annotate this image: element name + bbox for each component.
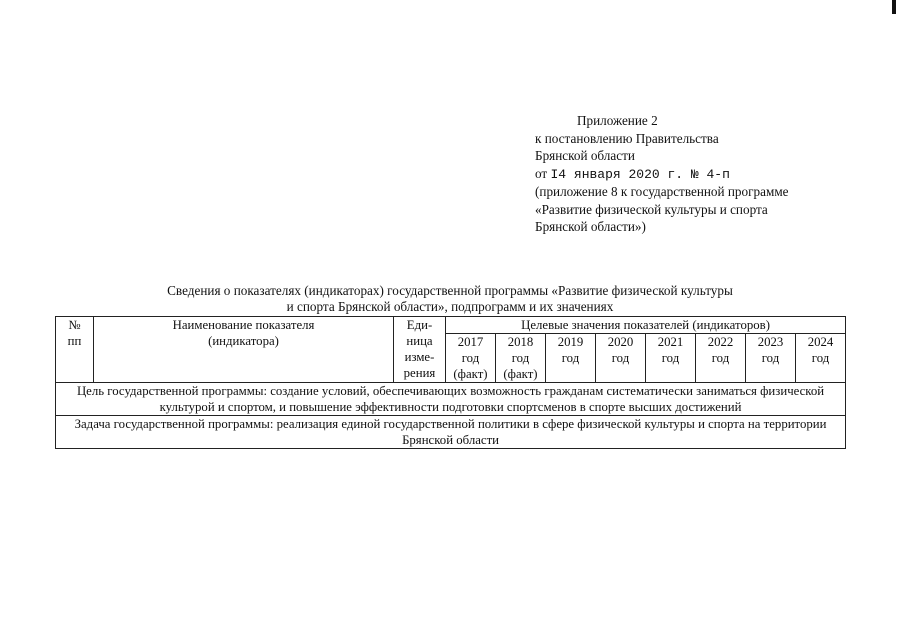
header-row — [56, 317, 846, 334]
appendix-block — [535, 112, 875, 236]
document-title-line: и спорта Брянской области», подпрограмм и их значениях — [286, 299, 614, 314]
date-prefix: от — [535, 165, 548, 181]
year-header: 2020 год — [596, 334, 646, 383]
year-header: 2023 год — [746, 334, 796, 383]
appendix-line: к постановлению Правительства — [535, 130, 719, 146]
year-header: 2018 год (факт) — [496, 334, 546, 383]
program-goal-row: Цель государственной программы: создание условий, обеспечивающих возможность гражданам систематически заниматься физической культурой и спортом, и повышение эффективности подготовки спортсменов в спорте высших достижений — [56, 383, 846, 416]
header-indicator-name: Наименование показателя (индикатора) — [94, 317, 394, 383]
table-row — [56, 383, 846, 416]
table-row — [56, 416, 846, 449]
year-header: 2024 год — [796, 334, 846, 383]
indicators-table — [55, 316, 846, 449]
header-target-values: Целевые значения показателей (индикаторов) — [446, 317, 846, 334]
document-title — [56, 283, 844, 315]
scan-mark — [892, 0, 896, 14]
header-number: № пп — [56, 317, 94, 383]
appendix-line: Брянской области — [535, 148, 635, 163]
header-unit: Еди- ница изме- рения — [394, 317, 446, 383]
year-header: 2022 год — [696, 334, 746, 383]
appendix-line: (приложение 8 к государственной программе — [535, 184, 789, 199]
appendix-date-line — [535, 165, 875, 184]
appendix-title: Приложение 2 — [577, 113, 658, 128]
year-header: 2019 год — [546, 334, 596, 383]
year-header: 2021 год — [646, 334, 696, 383]
program-task-row: Задача государственной программы: реализация единой государственной политики в сфере физической культуры и спорта на территории Брянской области — [56, 416, 846, 449]
year-header: 2017 год (факт) — [446, 334, 496, 383]
document-title-line: Сведения о показателях (индикаторах) государственной программы «Развитие физической культуры — [167, 283, 733, 298]
date-value: I4 января 2020 г. № 4-п — [550, 166, 730, 182]
appendix-line: Брянской области») — [535, 219, 646, 234]
appendix-line: «Развитие физической культуры и спорта — [535, 201, 768, 217]
